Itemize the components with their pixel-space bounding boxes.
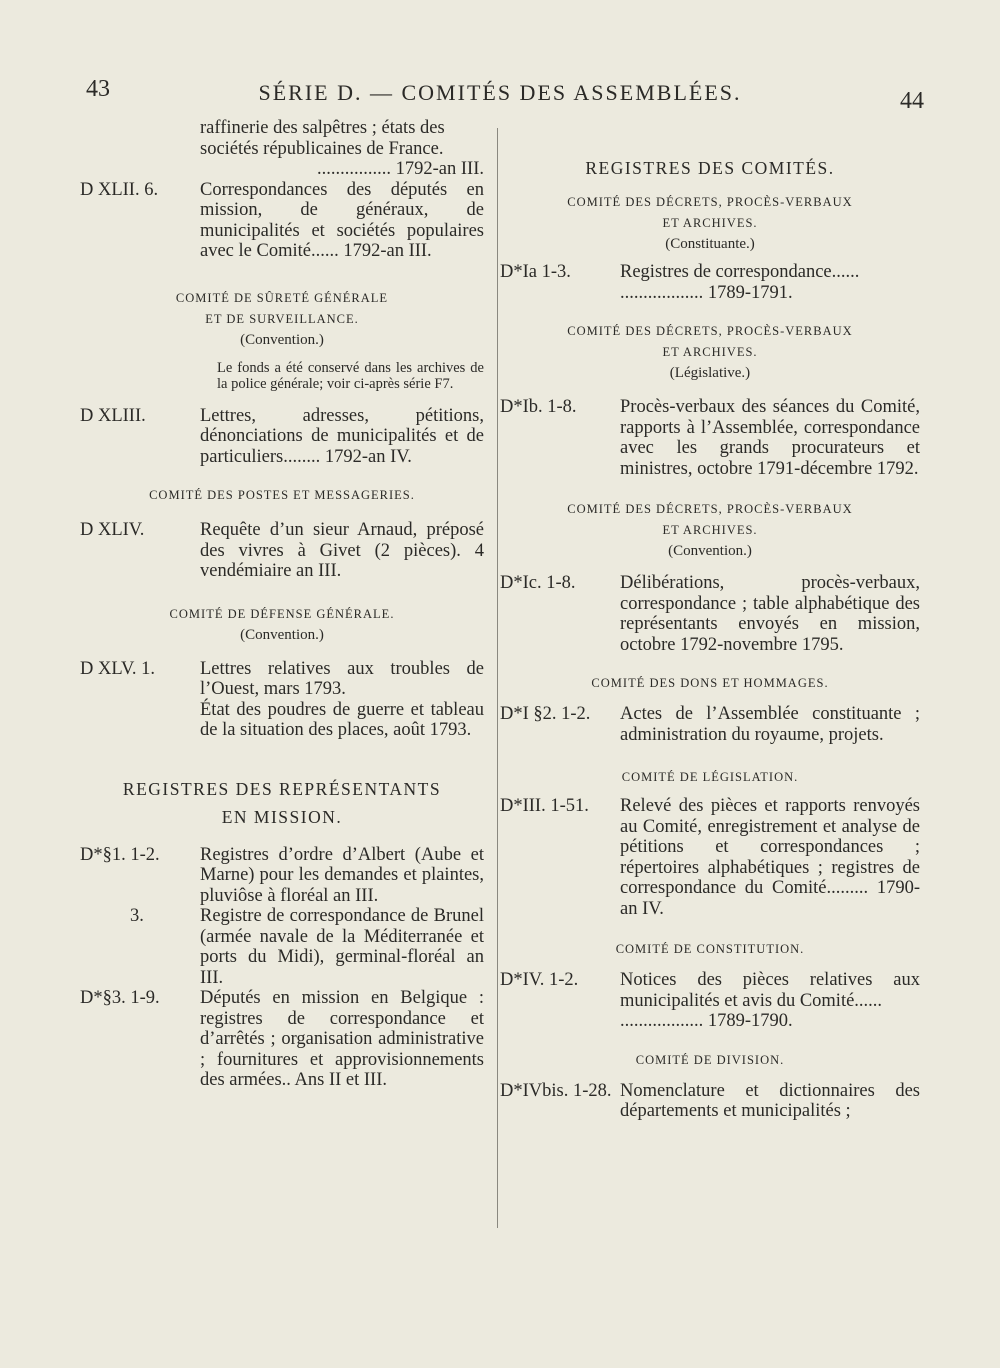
entry-text: Lettres, adresses, pétitions, dénonciations de municipalités et de particuliers........ 1792-an IV. bbox=[200, 405, 484, 467]
entry-d-s3-1-9 bbox=[80, 988, 484, 1091]
text-line: Registres de correspondance...... bbox=[620, 262, 860, 282]
part-heading: REGISTRES DES REPRÉSENTANTS bbox=[122, 778, 442, 799]
section-heading: ET ARCHIVES. bbox=[662, 345, 758, 359]
entry-reference: D*§3. 1-9. bbox=[80, 988, 160, 1008]
section-subheading: (Convention.) bbox=[668, 543, 752, 559]
entry-d-ivbis-1-28 bbox=[500, 1081, 920, 1122]
entry-text: Procès-verbaux des séances du Comité, rapports à l’Assemblée, correspondance avec les grands procurateurs et ministres, octobre 1791-décembre 1792. bbox=[620, 397, 920, 479]
entry-d-ib-1-8 bbox=[500, 397, 920, 479]
entry-reference: D*IV. 1-2. bbox=[500, 970, 579, 990]
section-heading: ET DE SURVEILLANCE. bbox=[205, 311, 359, 326]
entry-text: Délibérations, procès-verbaux, correspondance ; table alphabétique des représentants envoyés en mission, octobre 1792-novembre 1795. bbox=[620, 573, 920, 655]
date-line: ................ 1792-an III. bbox=[317, 159, 484, 179]
continued-entry bbox=[80, 118, 484, 180]
entry-d-ia-1-3 bbox=[500, 262, 920, 303]
section-heading: COMITÉ DE CONSTITUTION. bbox=[615, 942, 805, 956]
section-heading: COMITÉ DES DÉCRETS, PROCÈS-VERBAUX bbox=[567, 195, 853, 209]
section-subheading: (Convention.) bbox=[240, 331, 324, 348]
section-subheading: (Convention.) bbox=[240, 626, 324, 643]
section-heading: COMITÉ DES POSTES ET MESSAGERIES. bbox=[149, 488, 415, 502]
part-heading: REGISTRES DES COMITÉS. bbox=[585, 158, 835, 178]
section-subheading: (Législative.) bbox=[669, 365, 751, 381]
entry-d-s1-3 bbox=[80, 906, 484, 988]
right-page-number: 44 bbox=[900, 88, 924, 114]
section-heading: COMITÉ DE SÛRETÉ GÉNÉRALE bbox=[175, 290, 389, 305]
entry-dxlii-6 bbox=[80, 180, 484, 262]
entry-text: Nomenclature et dictionnaires des départements et municipalités ; bbox=[620, 1080, 920, 1121]
text-line: Lettres relatives aux troubles de l’Ouest, mars 1793. bbox=[200, 658, 484, 699]
section-heading: COMITÉ DES DÉCRETS, PROCÈS-VERBAUX bbox=[567, 502, 853, 516]
entry-reference: D*Ic. 1-8. bbox=[500, 573, 576, 593]
section-heading: ET ARCHIVES. bbox=[662, 216, 758, 230]
section-subheading: (Constituante.) bbox=[665, 236, 755, 252]
right-column bbox=[500, 118, 920, 1122]
part-heading: EN MISSION. bbox=[221, 806, 343, 827]
entry-text: Registres d’ordre d’Albert (Aube et Marne) pour les demandes et plaintes, pluviôse à floréal an III. bbox=[200, 844, 484, 906]
entry-text: Députés en mission en Belgique : registres de correspondance et d’arrêtés ; organisation administrative ; fournitures et approvisionnements des armées.. Ans II et III. bbox=[200, 988, 484, 1090]
entry-reference: D*Ib. 1-8. bbox=[500, 397, 577, 417]
section-heading: COMITÉ DE DÉFENSE GÉNÉRALE. bbox=[169, 606, 395, 621]
entry-text: Requête d’un sieur Arnaud, préposé des vivres à Givet (2 pièces). 4 vendémiaire an III. bbox=[200, 520, 484, 581]
section-heading: COMITÉ DE DIVISION. bbox=[635, 1052, 785, 1067]
entry-reference: D XLIII. bbox=[80, 405, 146, 426]
text-line: raffinerie des salpêtres ; états des bbox=[200, 118, 445, 138]
entry-reference: 3. bbox=[130, 906, 144, 926]
entry-reference: D XLII. 6. bbox=[80, 179, 159, 200]
entry-reference: D*Ia 1-3. bbox=[500, 262, 571, 282]
entry-text bbox=[620, 970, 920, 1032]
entry-dxliii bbox=[80, 406, 484, 468]
section-heading: COMITÉ DES DÉCRETS, PROCÈS-VERBAUX bbox=[567, 324, 853, 338]
left-column bbox=[80, 118, 484, 1091]
entry-dxlv-1 bbox=[80, 659, 484, 741]
entry-text bbox=[200, 659, 484, 741]
entry-reference: D*I §2. 1-2. bbox=[500, 704, 591, 724]
date-line: .................. 1789-1791. bbox=[620, 282, 793, 303]
entry-reference: D*IVbis. 1-28. bbox=[500, 1080, 612, 1101]
text-line: sociétés républicaines de France. bbox=[200, 138, 444, 159]
entry-d-s1-1-2 bbox=[80, 845, 484, 907]
section-heading: COMITÉ DE LÉGISLATION. bbox=[621, 770, 799, 784]
entry-text: Registre de correspondance de Brunel (armée navale de la Méditerranée et ports du Midi), germinal-floréal an III. bbox=[200, 906, 484, 988]
entry-d-ic-1-8 bbox=[500, 573, 920, 655]
section-heading: ET ARCHIVES. bbox=[662, 523, 758, 537]
note: Le fonds a été conservé dans les archives de la police générale; voir ci-après série F7. bbox=[217, 359, 484, 392]
column-divider bbox=[497, 128, 498, 1228]
entry-text: Correspondances des députés en mission, de généraux, de municipalités et sociétés populaires avec le Comité...... 1792-an III. bbox=[200, 179, 484, 261]
text-line: État des poudres de guerre et tableau de la situation des places, août 1793. bbox=[200, 699, 484, 740]
entry-d-iv-1-2 bbox=[500, 970, 920, 1032]
entry-reference: D*§1. 1-2. bbox=[80, 844, 160, 865]
entry-reference: D XLV. 1. bbox=[80, 658, 156, 679]
date-line: .................. 1789-1790. bbox=[620, 1011, 793, 1031]
entry-d-i-s2-1-2 bbox=[500, 704, 920, 745]
entry-dxliv bbox=[80, 520, 484, 582]
entry-text: Relevé des pièces et rapports renvoyés au Comité, enregistrement et analyse de pétitions et correspondances ; répertoires alphabétiques ; registres de correspondance du Comité......... 1790-an IV. bbox=[620, 796, 920, 919]
running-header: SÉRIE D. — COMITÉS DES ASSEMBLÉES. bbox=[258, 80, 742, 105]
entry-reference: D XLIV. bbox=[80, 520, 145, 540]
text-line: Notices des pièces relatives aux municipalités et avis du Comité...... bbox=[620, 970, 920, 1011]
section-heading: COMITÉ DES DONS ET HOMMAGES. bbox=[591, 676, 829, 690]
entry-text bbox=[620, 262, 920, 303]
entry-text: Actes de l’Assemblée constituante ; administration du royaume, projets. bbox=[620, 704, 920, 745]
left-page-number: 43 bbox=[86, 76, 110, 102]
entry-reference: D*III. 1-51. bbox=[500, 796, 589, 816]
entry-d-iii-1-51 bbox=[500, 796, 920, 919]
